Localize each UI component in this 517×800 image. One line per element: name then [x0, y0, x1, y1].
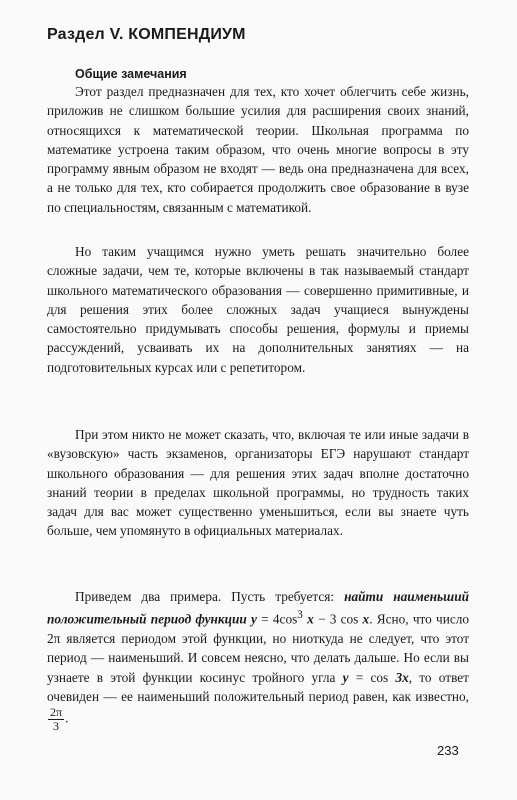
math-variable: y [251, 611, 257, 627]
section-title: Раздел V. КОМПЕНДИУМ [47, 26, 246, 43]
task-statement: найти наименьший положительный период функции [47, 589, 469, 627]
page-number: 233 [437, 743, 459, 758]
math-variable: y [342, 669, 349, 685]
text-run: − 3 cos [313, 611, 363, 627]
paragraph-1: Этот раздел предназначен для тех, кто хочет облегчить себе жизнь, приложив не слишком большие усилия для расширения своих знаний, относящихся к математической теории. Школьная программа по математике устроена таким образом, что очень многие вопросы в эту программу явным образом не входят — ведь она предназначена для всех, а не только для тех, кто собирается продолжить свое образование в вузе по специальностям, связанным с математикой. [47, 84, 469, 215]
fraction-denominator: 3 [53, 719, 60, 734]
paragraph-4 [47, 587, 469, 733]
paragraph-2: Но таким учащимся нужно уметь решать значительно более сложные задачи, чем те, которые включены в так называемый стандарт школьного математического образования — совершенно примитивные, и для решения этих более сложных задач учащиеся вынуждены самостоятельно придумывать способы решения, формулы и приемы рассуждений, усваивать их на дополнительных занятиях — на подготовительных курсах или с репетитором. [47, 244, 469, 375]
text-run: Приведем два примера. Пусть требуется: [75, 589, 345, 604]
subheading: Общие замечания [75, 67, 187, 81]
math-exponent: 3 [297, 609, 303, 622]
paragraph-3: При этом никто не может сказать, что, включая те или иные задачи в «вузовскую» часть экзаменов, организаторы ЕГЭ нарушают стандарт школьного образования — для решения этих задач вполне достаточно знаний теории в пределах школьной программы, но трудность таких задач для вас может существенно уменьшиться, если вы знаете чуть больше, чем упомянуто в официальных материалах. [47, 427, 469, 539]
math-variable: x [307, 611, 314, 627]
math-variable: x [362, 611, 370, 627]
text-run: . [65, 710, 69, 726]
text-run: , то ответ очевиден — ее наименьший положительный период равен, как известно, [47, 669, 469, 704]
text-run: = 4cos [256, 611, 298, 627]
text-run: . Ясно, что число 2π является периодом этой функции, но ниоткуда не следует, что этот период — наименьший. И совсем неясно, что делать дальше. Но если вы узнаете в этой функции косинус тройного угла [47, 611, 470, 685]
fraction [48, 706, 64, 733]
math-argument: 3x [395, 669, 409, 685]
text-run: = cos [348, 669, 396, 685]
fraction-numerator: 2π [50, 705, 63, 720]
